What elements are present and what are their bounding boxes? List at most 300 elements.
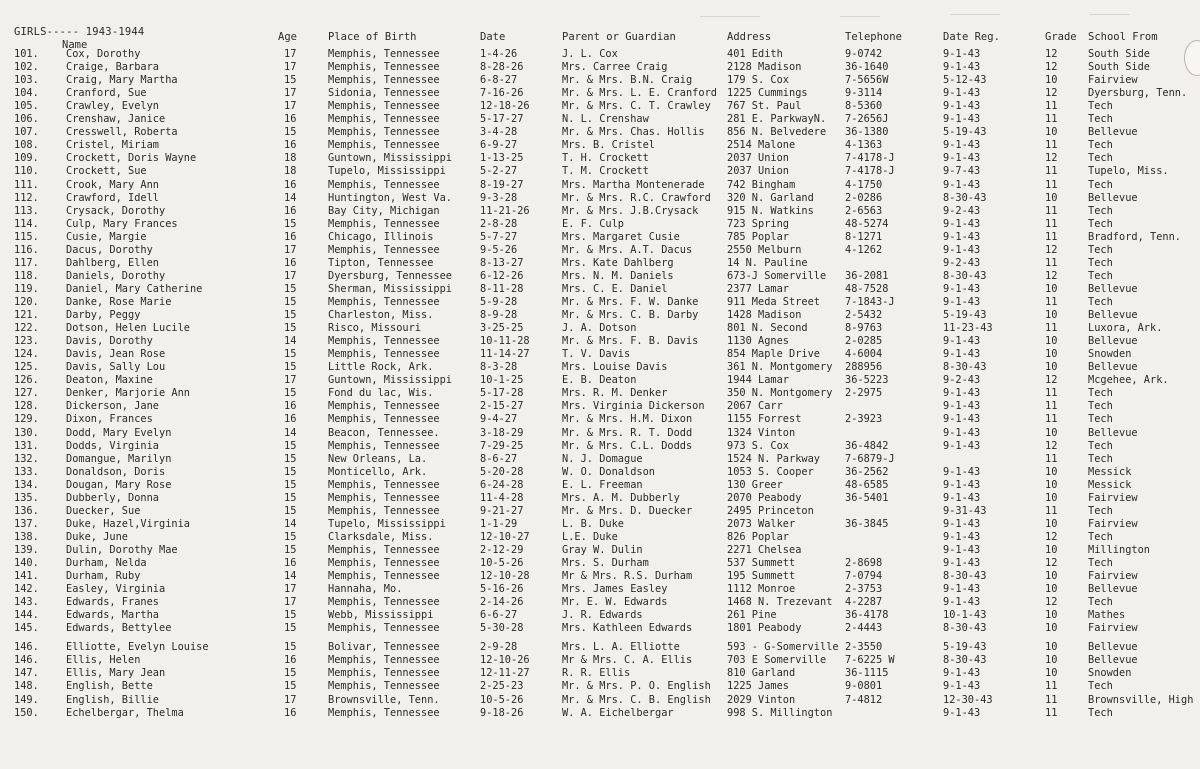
date-registered: 9-1-43: [943, 61, 981, 73]
telephone: 36-3845: [845, 517, 889, 530]
student-age: 17: [284, 269, 297, 282]
date-registered: 9-1-43: [943, 48, 981, 60]
birth-date: 8-3-28: [480, 361, 518, 374]
table-row: [0, 218, 1200, 230]
student-age: 15: [284, 641, 297, 654]
parent-guardian: Mrs. James Easley: [562, 583, 668, 596]
row-number: 121.: [14, 309, 39, 321]
date-registered: 9-1-43: [943, 413, 981, 426]
row-number: 111.: [14, 178, 39, 191]
student-age: 17: [284, 48, 297, 60]
row-number: 145.: [14, 622, 39, 635]
row-number: 150.: [14, 706, 39, 719]
date-registered: 9-1-43: [943, 387, 981, 400]
date-registered: 9-1-43: [943, 530, 981, 543]
student-name: Cristel, Miriam: [66, 139, 159, 152]
student-age: 15: [284, 452, 297, 465]
student-age: 16: [284, 256, 297, 269]
table-row: [0, 348, 1200, 360]
student-name: Cranford, Sue: [66, 87, 147, 100]
row-number: 114.: [14, 217, 39, 230]
school-from: Tech: [1088, 596, 1113, 609]
parent-guardian: Mr. & Mrs. A.T. Dacus: [562, 243, 693, 256]
grade: 10: [1045, 667, 1058, 680]
table-row: [0, 531, 1200, 543]
birth-date: 12-10-28: [480, 570, 530, 582]
column-header-parent: Parent or Guardian: [562, 31, 676, 43]
address: 801 N. Second: [727, 322, 808, 335]
row-number: 135.: [14, 491, 39, 504]
place-of-birth: Guntown, Mississippi: [328, 374, 452, 387]
grade: 11: [1045, 165, 1058, 178]
telephone: 4-2287: [845, 596, 883, 609]
telephone: 4-1750: [845, 178, 883, 191]
student-age: 15: [284, 361, 297, 374]
birth-date: 3-18-29: [480, 426, 524, 439]
place-of-birth: Memphis, Tennessee: [328, 348, 440, 361]
date-registered: 8-30-43: [943, 269, 987, 282]
student-name: Cusie, Margie: [66, 230, 147, 243]
row-number: 103.: [14, 74, 39, 87]
date-registered: 9-1-43: [943, 667, 981, 680]
telephone: 48-6585: [845, 478, 889, 491]
parent-guardian: Mr. & Mrs. C. B. English: [562, 693, 711, 706]
student-age: 14: [284, 335, 297, 348]
date-registered: 9-1-43: [943, 426, 981, 439]
address: 179 S. Cox: [727, 74, 789, 87]
student-age: 15: [284, 126, 297, 139]
place-of-birth: Memphis, Tennessee: [328, 217, 440, 230]
grade: 11: [1045, 217, 1058, 230]
telephone: 36-4178: [845, 609, 889, 622]
student-name: Davis, Jean Rose: [66, 348, 166, 361]
grade: 10: [1045, 491, 1058, 504]
row-number: 136.: [14, 504, 39, 517]
grade: 11: [1045, 322, 1058, 335]
student-age: 15: [284, 296, 297, 308]
grade: 10: [1045, 609, 1058, 622]
parent-guardian: Mrs. R. M. Denker: [562, 387, 668, 400]
school-from: Tech: [1088, 217, 1113, 230]
telephone: 4-6004: [845, 348, 883, 361]
student-name: Dodds, Virginia: [66, 439, 159, 452]
school-from: Bellevue: [1088, 426, 1138, 439]
student-name: Daniel, Mary Catherine: [66, 282, 203, 295]
birth-date: 5-16-26: [480, 583, 524, 596]
student-age: 15: [284, 680, 297, 693]
telephone: 4-1363: [845, 139, 883, 152]
place-of-birth: Memphis, Tennessee: [328, 557, 440, 569]
telephone: 36-5401: [845, 491, 889, 504]
table-row: [0, 270, 1200, 282]
student-age: 17: [284, 87, 297, 100]
birth-date: 12-18-26: [480, 100, 530, 113]
school-from: Fairview: [1088, 74, 1138, 87]
grade: 11: [1045, 204, 1058, 217]
grade: 10: [1045, 74, 1058, 87]
school-from: Bellevue: [1088, 583, 1138, 596]
address: 1155 Forrest: [727, 413, 802, 426]
school-from: Tech: [1088, 387, 1113, 400]
date-registered: 9-2-43: [943, 374, 981, 387]
parent-guardian: W. O. Donaldson: [562, 465, 655, 478]
school-from: Tech: [1088, 439, 1113, 452]
address: 2037 Union: [727, 165, 789, 178]
birth-date: 5-2-27: [480, 165, 518, 178]
parent-guardian: L.E. Duke: [562, 530, 618, 543]
birth-date: 5-9-28: [480, 296, 518, 308]
student-name: Cresswell, Roberta: [66, 126, 178, 139]
parent-guardian: Mr. & Mrs. R.C. Crawford: [562, 191, 711, 204]
date-registered: 8-30-43: [943, 570, 987, 582]
place-of-birth: Memphis, Tennessee: [328, 667, 440, 680]
table-row: [0, 654, 1200, 666]
address: 826 Poplar: [727, 530, 789, 543]
student-age: 15: [284, 491, 297, 504]
student-age: 15: [284, 282, 297, 295]
telephone: 36-1640: [845, 61, 889, 73]
telephone: 2-3923: [845, 413, 883, 426]
column-header-address: Address: [727, 31, 772, 43]
table-row: [0, 231, 1200, 243]
student-name: Echelbergar, Thelma: [66, 706, 184, 719]
row-number: 138.: [14, 530, 39, 543]
grade: 12: [1045, 557, 1058, 569]
birth-date: 8-11-28: [480, 282, 524, 295]
student-name: English, Billie: [66, 693, 159, 706]
birth-date: 1-4-26: [480, 48, 518, 60]
school-from: Bellevue: [1088, 126, 1138, 139]
table-row: [0, 192, 1200, 204]
birth-date: 2-9-28: [480, 641, 518, 654]
date-registered: 9-1-43: [943, 348, 981, 361]
row-number: 146.: [14, 654, 39, 667]
place-of-birth: Chicago, Illinois: [328, 230, 434, 243]
address: 703 E Somerville: [727, 654, 827, 667]
place-of-birth: Memphis, Tennessee: [328, 491, 440, 504]
address: 785 Poplar: [727, 230, 789, 243]
school-from: Tech: [1088, 243, 1113, 256]
birth-date: 2-14-26: [480, 596, 524, 609]
telephone: 7-2656J: [845, 113, 889, 126]
birth-date: 1-1-29: [480, 517, 518, 530]
student-name: Durham, Nelda: [66, 557, 147, 569]
student-age: 16: [284, 654, 297, 667]
birth-date: 11-4-28: [480, 491, 524, 504]
grade: 11: [1045, 706, 1058, 719]
place-of-birth: Bolivar, Tennessee: [328, 641, 440, 654]
table-row: [0, 126, 1200, 138]
place-of-birth: Memphis, Tennessee: [328, 48, 440, 60]
grade: 10: [1045, 641, 1058, 654]
birth-date: 6-8-27: [480, 74, 518, 87]
address: 1324 Vinton: [727, 426, 796, 439]
parent-guardian: Mr. & Mrs. H.M. Dixon: [562, 413, 693, 426]
place-of-birth: Memphis, Tennessee: [328, 570, 440, 582]
student-name: Davis, Sally Lou: [66, 361, 166, 374]
place-of-birth: Memphis, Tennessee: [328, 74, 440, 87]
date-registered: 9-1-43: [943, 680, 981, 693]
address: 2377 Lamar: [727, 282, 789, 295]
table-row: [0, 609, 1200, 621]
telephone: 9-3114: [845, 87, 883, 100]
row-number: 109.: [14, 152, 39, 165]
telephone: 2-2975: [845, 387, 883, 400]
student-age: 17: [284, 596, 297, 609]
school-from: Bellevue: [1088, 641, 1138, 654]
student-age: 14: [284, 570, 297, 582]
table-row: [0, 583, 1200, 595]
parent-guardian: Mr. & Mrs. D. Duecker: [562, 504, 693, 517]
row-number: 105.: [14, 100, 39, 113]
date-registered: 9-1-43: [943, 178, 981, 191]
address: 1944 Lamar: [727, 374, 789, 387]
date-registered: 9-1-43: [943, 543, 981, 556]
school-from: South Side: [1088, 61, 1150, 73]
parent-guardian: Gray W. Dulin: [562, 543, 643, 556]
row-number: 120.: [14, 296, 39, 308]
grade: 12: [1045, 152, 1058, 165]
address: 2271 Chelsea: [727, 543, 802, 556]
row-number: 115.: [14, 230, 39, 243]
telephone: 9-0801: [845, 680, 883, 693]
parent-guardian: Mrs. A. M. Dubberly: [562, 491, 680, 504]
address: 281 E. ParkwayN.: [727, 113, 827, 126]
row-number: 126.: [14, 374, 39, 387]
date-registered: 8-30-43: [943, 361, 987, 374]
school-from: Bellevue: [1088, 191, 1138, 204]
birth-date: 6-24-28: [480, 478, 524, 491]
row-number: 143.: [14, 596, 39, 609]
grade: 10: [1045, 348, 1058, 361]
row-number: 129.: [14, 413, 39, 426]
row-number: 106.: [14, 113, 39, 126]
birth-date: 8-9-28: [480, 309, 518, 321]
grade: 10: [1045, 622, 1058, 635]
place-of-birth: Huntington, West Va.: [328, 191, 452, 204]
grade: 11: [1045, 256, 1058, 269]
row-number: 139.: [14, 543, 39, 556]
address: 1468 N. Trezevant: [727, 596, 833, 609]
table-row: [0, 492, 1200, 504]
school-from: Tech: [1088, 178, 1113, 191]
place-of-birth: Memphis, Tennessee: [328, 400, 440, 413]
birth-date: 7-29-25: [480, 439, 524, 452]
grade: 11: [1045, 178, 1058, 191]
student-name: Edwards, Bettylee: [66, 622, 172, 635]
table-row: [0, 309, 1200, 321]
place-of-birth: Memphis, Tennessee: [328, 622, 440, 635]
grade: 12: [1045, 439, 1058, 452]
grade: 10: [1045, 478, 1058, 491]
telephone: 48-5274: [845, 217, 889, 230]
date-registered: 8-30-43: [943, 191, 987, 204]
row-number: 147.: [14, 667, 39, 680]
column-header-grade: Grade: [1045, 31, 1077, 43]
table-row: [0, 667, 1200, 679]
school-from: Tech: [1088, 139, 1113, 152]
address: 2029 Vinton: [727, 693, 796, 706]
birth-date: 8-6-27: [480, 452, 518, 465]
student-name: Dickerson, Jane: [66, 400, 159, 413]
birth-date: 3-4-28: [480, 126, 518, 139]
telephone: 7-4178-J: [845, 165, 895, 178]
column-header-name: Name: [62, 39, 88, 51]
parent-guardian: T. H. Crockett: [562, 152, 649, 165]
address: 1801 Peabody: [727, 622, 802, 635]
date-registered: 10-1-43: [943, 609, 987, 622]
student-name: Dodd, Mary Evelyn: [66, 426, 172, 439]
address: 723 Spring: [727, 217, 789, 230]
birth-date: 10-1-25: [480, 374, 524, 387]
parent-guardian: R. R. Ellis: [562, 667, 631, 680]
grade: 11: [1045, 680, 1058, 693]
student-age: 16: [284, 204, 297, 217]
student-name: Daniels, Dorothy: [66, 269, 166, 282]
date-registered: 9-1-43: [943, 113, 981, 126]
telephone: 36-4842: [845, 439, 889, 452]
row-number: 123.: [14, 335, 39, 348]
telephone: 36-2562: [845, 465, 889, 478]
student-age: 16: [284, 557, 297, 569]
row-number: 116.: [14, 243, 39, 256]
address: 2495 Princeton: [727, 504, 814, 517]
student-name: Crenshaw, Janice: [66, 113, 166, 126]
grade: 12: [1045, 61, 1058, 73]
grade: 10: [1045, 570, 1058, 582]
place-of-birth: Fond du lac, Wis.: [328, 387, 434, 400]
address: 1225 James: [727, 680, 789, 693]
place-of-birth: Tupelo, Mississippi: [328, 517, 446, 530]
table-row: [0, 570, 1200, 582]
birth-date: 8-28-26: [480, 61, 524, 73]
telephone: 2-0286: [845, 191, 883, 204]
place-of-birth: Brownsville, Tenn.: [328, 693, 440, 706]
student-name: Craig, Mary Martha: [66, 74, 178, 87]
table-row: [0, 139, 1200, 151]
table-row: [0, 322, 1200, 334]
column-header-school: School From: [1088, 31, 1158, 43]
place-of-birth: Memphis, Tennessee: [328, 504, 440, 517]
grade: 11: [1045, 100, 1058, 113]
place-of-birth: Webb, Mississippi: [328, 609, 434, 622]
address: 401 Edith: [727, 48, 783, 60]
parent-guardian: Mr. & Mrs. C. T. Crawley: [562, 100, 711, 113]
student-age: 16: [284, 178, 297, 191]
table-row: [0, 413, 1200, 425]
place-of-birth: Guntown, Mississippi: [328, 152, 452, 165]
date-registered: 9-31-43: [943, 504, 987, 517]
school-from: Snowden: [1088, 667, 1132, 680]
table-row: [0, 374, 1200, 386]
parent-guardian: J. A. Dotson: [562, 322, 637, 335]
birth-date: 9-21-27: [480, 504, 524, 517]
place-of-birth: Memphis, Tennessee: [328, 478, 440, 491]
place-of-birth: Beacon, Tennessee.: [328, 426, 440, 439]
grade: 10: [1045, 335, 1058, 348]
birth-date: 5-20-28: [480, 465, 524, 478]
telephone: 36-2081: [845, 269, 889, 282]
address: 973 S. Cox: [727, 439, 789, 452]
grade: 11: [1045, 693, 1058, 706]
student-age: 15: [284, 387, 297, 400]
parent-guardian: T. M. Crockett: [562, 165, 649, 178]
column-header-place: Place of Birth: [328, 31, 417, 43]
parent-guardian: W. A. Eichelbergar: [562, 706, 674, 719]
row-number: 119.: [14, 282, 39, 295]
birth-date: 10-5-26: [480, 693, 524, 706]
parent-guardian: Mrs. Martha Montenerade: [562, 178, 705, 191]
table-row: [0, 466, 1200, 478]
student-name: Dubberly, Donna: [66, 491, 159, 504]
date-registered: 9-1-43: [943, 152, 981, 165]
student-name: Easley, Virginia: [66, 583, 166, 596]
place-of-birth: Memphis, Tennessee: [328, 543, 440, 556]
table-row: [0, 113, 1200, 125]
table-row: [0, 283, 1200, 295]
row-number: 124.: [14, 348, 39, 361]
student-age: 17: [284, 243, 297, 256]
place-of-birth: Memphis, Tennessee: [328, 335, 440, 348]
column-header-date-reg: Date Reg.: [943, 31, 1000, 43]
birth-date: 5-30-28: [480, 622, 524, 635]
student-name: Elliotte, Evelyn Louise: [66, 641, 209, 654]
school-from: Messick: [1088, 478, 1132, 491]
address: 2550 Melburn: [727, 243, 802, 256]
row-number: 101.: [14, 48, 39, 60]
student-age: 15: [284, 667, 297, 680]
table-row: [0, 400, 1200, 412]
table-row: [0, 152, 1200, 164]
table-row: [0, 680, 1200, 692]
school-from: Luxora, Ark.: [1088, 322, 1163, 335]
table-row: [0, 87, 1200, 99]
grade: 12: [1045, 530, 1058, 543]
parent-guardian: Mrs. L. A. Elliotte: [562, 641, 680, 654]
birth-date: 2-25-23: [480, 680, 524, 693]
school-from: Bellevue: [1088, 361, 1138, 374]
school-from: Snowden: [1088, 348, 1132, 361]
parent-guardian: E. L. Freeman: [562, 478, 643, 491]
date-registered: 9-1-43: [943, 439, 981, 452]
table-row: [0, 453, 1200, 465]
page-title: GIRLS----- 1943-1944: [14, 26, 145, 38]
school-from: Tupelo, Miss.: [1088, 165, 1169, 178]
place-of-birth: Charleston, Miss.: [328, 309, 434, 321]
place-of-birth: Memphis, Tennessee: [328, 243, 440, 256]
place-of-birth: Sherman, Mississippi: [328, 282, 452, 295]
birth-date: 8-13-27: [480, 256, 524, 269]
address: 130 Greer: [727, 478, 783, 491]
birth-date: 11-21-26: [480, 204, 530, 217]
school-from: Tech: [1088, 530, 1113, 543]
row-number: 122.: [14, 322, 39, 335]
place-of-birth: Hannaha, Mo.: [328, 583, 403, 596]
telephone: 7-1843-J: [845, 296, 895, 308]
telephone: 48-7528: [845, 282, 889, 295]
grade: 10: [1045, 517, 1058, 530]
address: 1130 Agnes: [727, 335, 789, 348]
place-of-birth: Little Rock, Ark.: [328, 361, 434, 374]
student-name: Edwards, Franes: [66, 596, 159, 609]
address: 856 N. Belvedere: [727, 126, 827, 139]
birth-date: 11-14-27: [480, 348, 530, 361]
telephone: 7-6879-J: [845, 452, 895, 465]
parent-guardian: Mr. & Mrs. B.N. Craig: [562, 74, 693, 87]
date-registered: 9-1-43: [943, 139, 981, 152]
school-from: Fairview: [1088, 570, 1138, 582]
grade: 11: [1045, 504, 1058, 517]
